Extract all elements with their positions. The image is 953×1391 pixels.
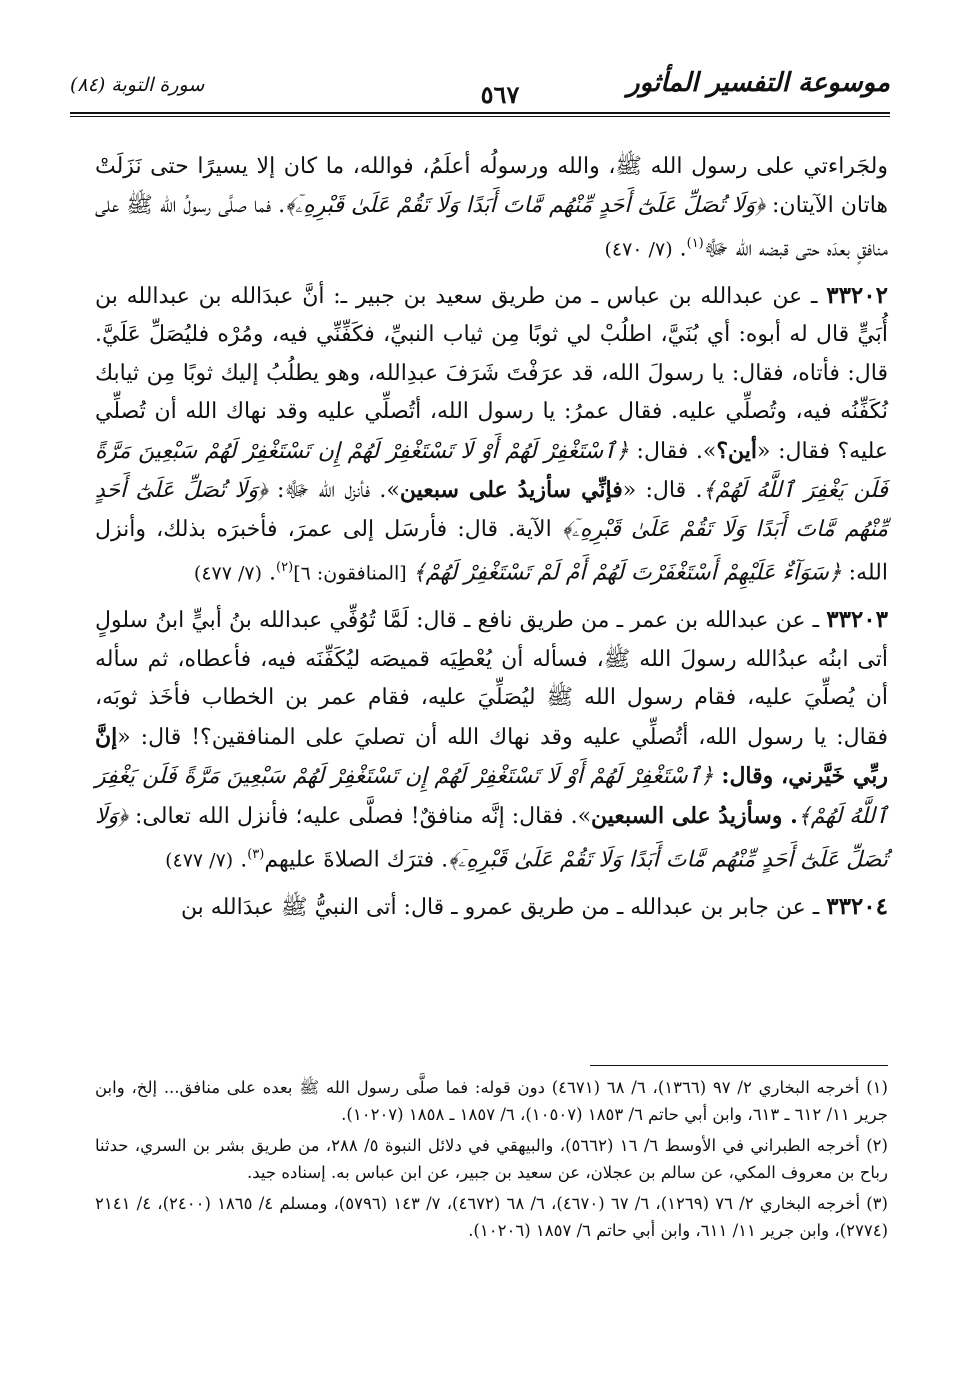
quran-verse: ﴿ٱسْتَغْفِرْ لَهُمْ أَوْ لَا تَسْتَغْفِرْ لَهُمْ إِن تَسْتَغْفِرْ لَهُمْ سَبْعِينَ مَرَّةً فَلَن يَغْفِرَ ٱللَّهُ لَهُمْ﴾	[95, 764, 888, 829]
main-text	[95, 148, 888, 935]
text-segment: .	[233, 847, 248, 873]
bold-quote: . وسأزيدُ على السبعين	[591, 802, 798, 829]
footnote-separator	[590, 1065, 888, 1066]
text-segment: . فترَك الصلاةَ عليهم	[264, 847, 449, 873]
quran-verse: ﴿وَلَا تُصَلِّ عَلَىٰٓ أَحَدٍ مِّنْهُم مَّاتَ أَبَدًا وَلَا تَقُمْ عَلَىٰ قَبْرِهِۦٓ﴾	[95, 803, 888, 873]
hadith-33202	[95, 277, 888, 593]
footnote-2: (٢) أخرجه الطبراني في الأوسط ٦/ ١٦ (٥٦٦٢)، والبيهقي في دلائل النبوة ٥/ ٢٨٨، من طريق بشر بن السري، حدثنا رباح بن معروف المكي، عن سالم بن عجلان، عن سعيد بن جبير، عن ابن عباس به. إسناده جيد.	[95, 1136, 888, 1182]
header-rule	[70, 112, 890, 114]
footnote-marker[interactable]: (١)	[686, 236, 704, 251]
quran-verse: ﴿وَلَا تُصَلِّ عَلَىٰٓ أَحَدٍ مِّنْهُم مَّاتَ أَبَدًا وَلَا تَقُمْ عَلَىٰ قَبْرِهِۦٓ﴾	[95, 478, 889, 542]
hadith-number: ٣٣٢٠٤	[826, 892, 888, 920]
text-segment: ـ عن عبدالله بن عمر ـ من طريق نافع ـ قال: لَمَّا تُوُفِّي عبدالله بنُ أبيٍّ ابنُ سلولٍ أتى ابنُه عبدُالله رسولَ الله ﷺ، فسأله أن يُعْطِيَه قميصَه ليُكَفِّنَه فيه، فأعطاه، ثم سأله أن يُصلِّيَ عليه، فقام رسول الله ﷺ ليُصَلِّيَ عليه، فقام عمر بن الخطاب فأخَذ ثوبَه، فقال: يا رسول الله، أتُصلِّي عليه وقد نهاك الله أن تصليَ على المنافقين؟! قال: «	[95, 608, 888, 750]
hadith-33204	[95, 888, 888, 928]
surah-label: سورة التوبة (٨٤)	[70, 74, 205, 96]
bold-quote: فإنِّي سأزيدُ على سبعين	[399, 477, 623, 504]
text-segment: .	[262, 560, 277, 586]
footnotes	[95, 1074, 888, 1248]
volume-reference: (٧/ ٤٧٧)	[165, 849, 234, 872]
volume-reference: (٧/ ٤٧٧)	[193, 562, 263, 585]
text-segment: ـ عن جابر بن عبدالله ـ من طريق عمرو ـ قال: أتى النبيُّ ﷺ عبدَالله بن	[180, 894, 827, 920]
hadith-33203	[95, 601, 888, 880]
text-segment: الآية. قال: فأرسَل إلى عمرَ، فأخبرَه بذلك، وأنزل الله:	[95, 516, 888, 586]
text-segment: . فما صلَّى رسولُ الله ﷺ على منافقٍ بعدَه حتى قبضه الله ﷻ	[95, 192, 888, 262]
header-rule-thin	[70, 116, 890, 117]
bold-quote: إنَّ ربِّي خَيَّرني، وقال:	[95, 723, 888, 790]
surah-reference: [المنافقون: ٦]	[293, 562, 413, 585]
text-segment: ». فقال:	[628, 438, 717, 464]
text-segment: ». فأنزل الله ﷻ:	[267, 478, 400, 504]
text-segment: .	[672, 236, 687, 262]
volume-reference: (٧/ ٤٧٠)	[604, 238, 673, 261]
bold-quote: أين؟	[716, 437, 758, 464]
hadith-number: ٣٣٢٠٢	[826, 281, 888, 309]
text-segment: ». فقال: إنَّه منافقٌ! فصلَّى عليه؛ فأنزل الله تعالى:	[127, 803, 592, 829]
hadith-number: ٣٣٢٠٣	[826, 606, 888, 634]
footnote-1: (١) أخرجه البخاري ٢/ ٩٧ (١٣٦٦)، ٦/ ٦٨ (٤٦٧١) دون قوله: فما صلَّى رسول الله ﷺ بعده على منافق... إلخ، وابن جرير ١١/ ٦١٢ ـ ٦١٣، وابن أبي حاتم ٦/ ١٨٥٣ (١٠٥٠٧)، ٦/ ١٨٥٧ ـ ١٨٥٨ (١٠٢٠٧).	[95, 1078, 888, 1124]
book-title: موسوعة التفسير المأثور	[627, 68, 890, 98]
footnote-3: (٣) أخرجه البخاري ٢/ ٧٦ (١٢٦٩)، ٦/ ٦٧ (٤٦٧٠)، ٦/ ٦٨ (٤٦٧٢)، ٧/ ١٤٣ (٥٧٩٦)، ومسلم ٤/ ١٨٦٥ (٢٤٠٠)، ٤/ ٢١٤١ (٢٧٧٤)، وابن جرير ١١/ ٦١١، وابن أبي حاتم ٦/ ١٨٥٧ (١٠٢٠٦).	[95, 1194, 888, 1240]
text-segment: . قال: «	[622, 478, 703, 504]
footnote-marker[interactable]: (٣)	[247, 847, 265, 863]
page-number: ٥٦٧	[480, 80, 520, 109]
quran-verse: ﴿ٱسْتَغْفِرْ لَهُمْ أَوْ لَا تَسْتَغْفِرْ لَهُمْ إِن تَسْتَغْفِرْ لَهُمْ سَبْعِينَ مَرَّةً فَلَن يَغْفِرَ ٱللَّهُ لَهُمْ﴾	[95, 438, 888, 504]
quran-verse: ﴿وَلَا تُصَلِّ عَلَىٰٓ أَحَدٍ مِّنْهُم مَّاتَ أَبَدًا وَلَا تَقُمْ عَلَىٰ قَبْرِهِۦٓ﴾	[285, 192, 766, 218]
quran-verse: ﴿سَوَآءٌ عَلَيْهِمْ أَسْتَغْفَرْتَ لَهُمْ أَمْ لَمْ تَسْتَغْفِرْ لَهُمْ﴾	[412, 560, 842, 586]
paragraph-continuation	[95, 148, 888, 269]
text-segment: ولجَراءتي على رسول الله ﷺ، والله ورسولُه أعلَمُ، فوالله، ما كان إلا يسيرًا حتى نَزَلَتْ هاتان الآيتان:	[95, 154, 889, 218]
text-segment: ـ عن عبدالله بن عباس ـ من طريق سعيد بن جبير ـ: أنَّ عبدَالله بن عبدالله بن أُبَيٍّ قال له أبوه: أي بُنَيَّ، اطلُبْ لي ثوبًا مِن ثياب النبيِّ، فكَفِّنِّي فيه، ومُرْه فليُصَلِّ عَلَيَّ. قال: فأتاه، فقال: يا رسولَ الله، قد عرَفْتَ شَرَفَ عبدِالله، وهو يطلُبُ إليك ثوبًا مِن ثيابك نُكَفِّنُه فيه، وتُصلِّي عليه. فقال عمرُ: يا رسول الله، أتُصلِّي عليه وقد نهاك الله أن تُصلِّي عليه؟ فقال: «	[95, 283, 888, 464]
page-header	[70, 68, 890, 118]
footnote-marker[interactable]: (٢)	[276, 560, 294, 576]
